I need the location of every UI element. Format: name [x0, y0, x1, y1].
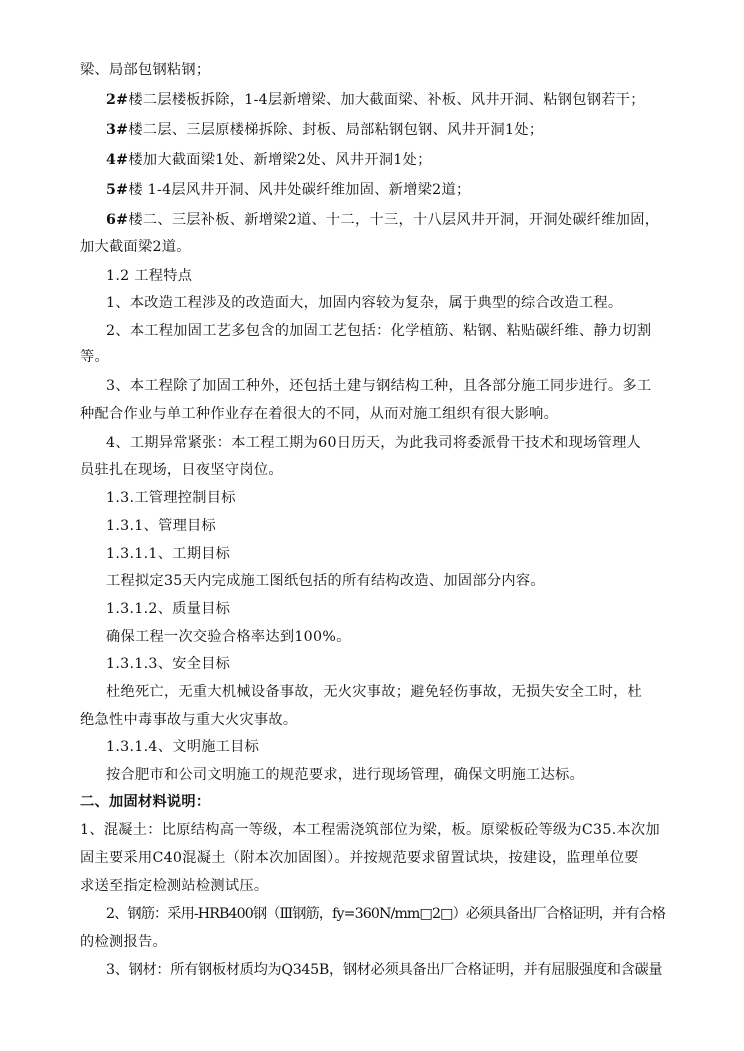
- paragraph-line: 员驻扎在现场，日夜坚守岗位。: [80, 462, 283, 478]
- paragraph-line: 1、本改造工程涉及的改造面大，加固内容较为复杂，属于典型的综合改造工程。: [106, 295, 623, 311]
- paragraph-line: 的检测报告。: [80, 934, 167, 950]
- paragraph-line: 加大截面梁2道。: [80, 239, 191, 255]
- section-heading-1-3-1-4: 1.3.1.4、文明施工目标: [106, 739, 260, 755]
- section-heading-2: 二、加固材料说明：: [80, 794, 211, 810]
- building-number: 6#: [106, 212, 129, 228]
- paragraph-line: 2、本工程加固工艺多包含的加固工艺包括：化学植筋、粘钢、粘贴碳纤维、静力切割: [106, 323, 652, 339]
- building-3-item: 3#楼二层、三层原楼梯拆除、封板、局部粘钢包钢、风井开洞1处；: [106, 122, 544, 138]
- paragraph-line: 按合肥市和公司文明施工的规范要求，进行现场管理，确保文明施工达标。: [106, 767, 585, 783]
- building-4-item: 4#楼加大截面梁1处、新增梁2处、风井开洞1处；: [106, 152, 432, 168]
- paragraph-line: 3、钢材：所有钢板材质均为Q345B，钢材必须具备出厂合格证明，并有屈服强度和含碳量: [106, 962, 663, 978]
- section-heading-1-2: 1.2 工程特点: [106, 268, 193, 284]
- paragraph-line: 求送至指定检测站检测试压。: [80, 878, 269, 894]
- paragraph-line: 确保工程一次交验合格率达到100%。: [106, 629, 351, 645]
- building-number: 3#: [106, 122, 129, 138]
- paragraph-line: 种配合作业与单工种作业存在着很大的不同，从而对施工组织有很大影响。: [80, 406, 559, 422]
- paragraph-line: 工程拟定35天内完成施工图纸包括的所有结构改造、加固部分内容。: [106, 573, 545, 589]
- section-heading-1-3: 1.3.工管理控制目标: [106, 490, 236, 506]
- paragraph-line: 2、钢筋：采用-HRB400钢（Ⅲ钢筋，fy=360N/mm□2□）必须具备出厂合格证明，并有合格: [106, 906, 666, 922]
- building-number: 2#: [106, 92, 129, 108]
- building-number: 5#: [106, 182, 129, 198]
- paragraph-line: 4、工期异常紧张：本工程工期为60日历天，为此我司将委派骨干技术和现场管理人: [106, 435, 642, 451]
- section-heading-1-3-1-1: 1.3.1.1、工期目标: [106, 546, 231, 562]
- section-heading-1-3-1-2: 1.3.1.2、质量目标: [106, 601, 231, 617]
- building-6-item: 6#楼二、三层补板、新增梁2道、十二，十三，十八层风井开洞，开洞处碳纤维加固，: [106, 212, 660, 228]
- section-heading-1-3-1-3: 1.3.1.3、安全目标: [106, 656, 231, 672]
- paragraph-line: 绝急性中毒事故与重大火灾事故。: [80, 712, 298, 728]
- building-number: 4#: [106, 152, 129, 168]
- building-2-item: 2#楼二层楼板拆除，1-4层新增梁、加大截面梁、补板、风井开洞、粘钢包钢若干；: [106, 92, 645, 108]
- section-heading-1-3-1: 1.3.1、管理目标: [106, 518, 217, 534]
- paragraph-line: 等。: [80, 349, 109, 365]
- paragraph-line: 1、混凝土：比原结构高一等级，本工程需浇筑部位为梁，板。原梁板砼等级为C35.本次加: [80, 822, 660, 838]
- building-5-item: 5#楼 1-4层风井开洞、风井处碳纤维加固、新增梁2道；: [106, 182, 471, 198]
- paragraph-line: 杜绝死亡，无重大机械设备事故，无火灾事故；避免轻伤事故，无损失安全工时，杜: [106, 684, 643, 700]
- paragraph-line: 梁、局部包钢粘钢；: [80, 62, 211, 78]
- paragraph-line: 固主要采用C40混凝土（附本次加固图）。并按规范要求留置试块，按建设，监理单位要: [80, 850, 639, 866]
- paragraph-line: 3、本工程除了加固工种外，还包括土建与钢结构工种，且各部分施工同步进行。多工: [106, 378, 652, 394]
